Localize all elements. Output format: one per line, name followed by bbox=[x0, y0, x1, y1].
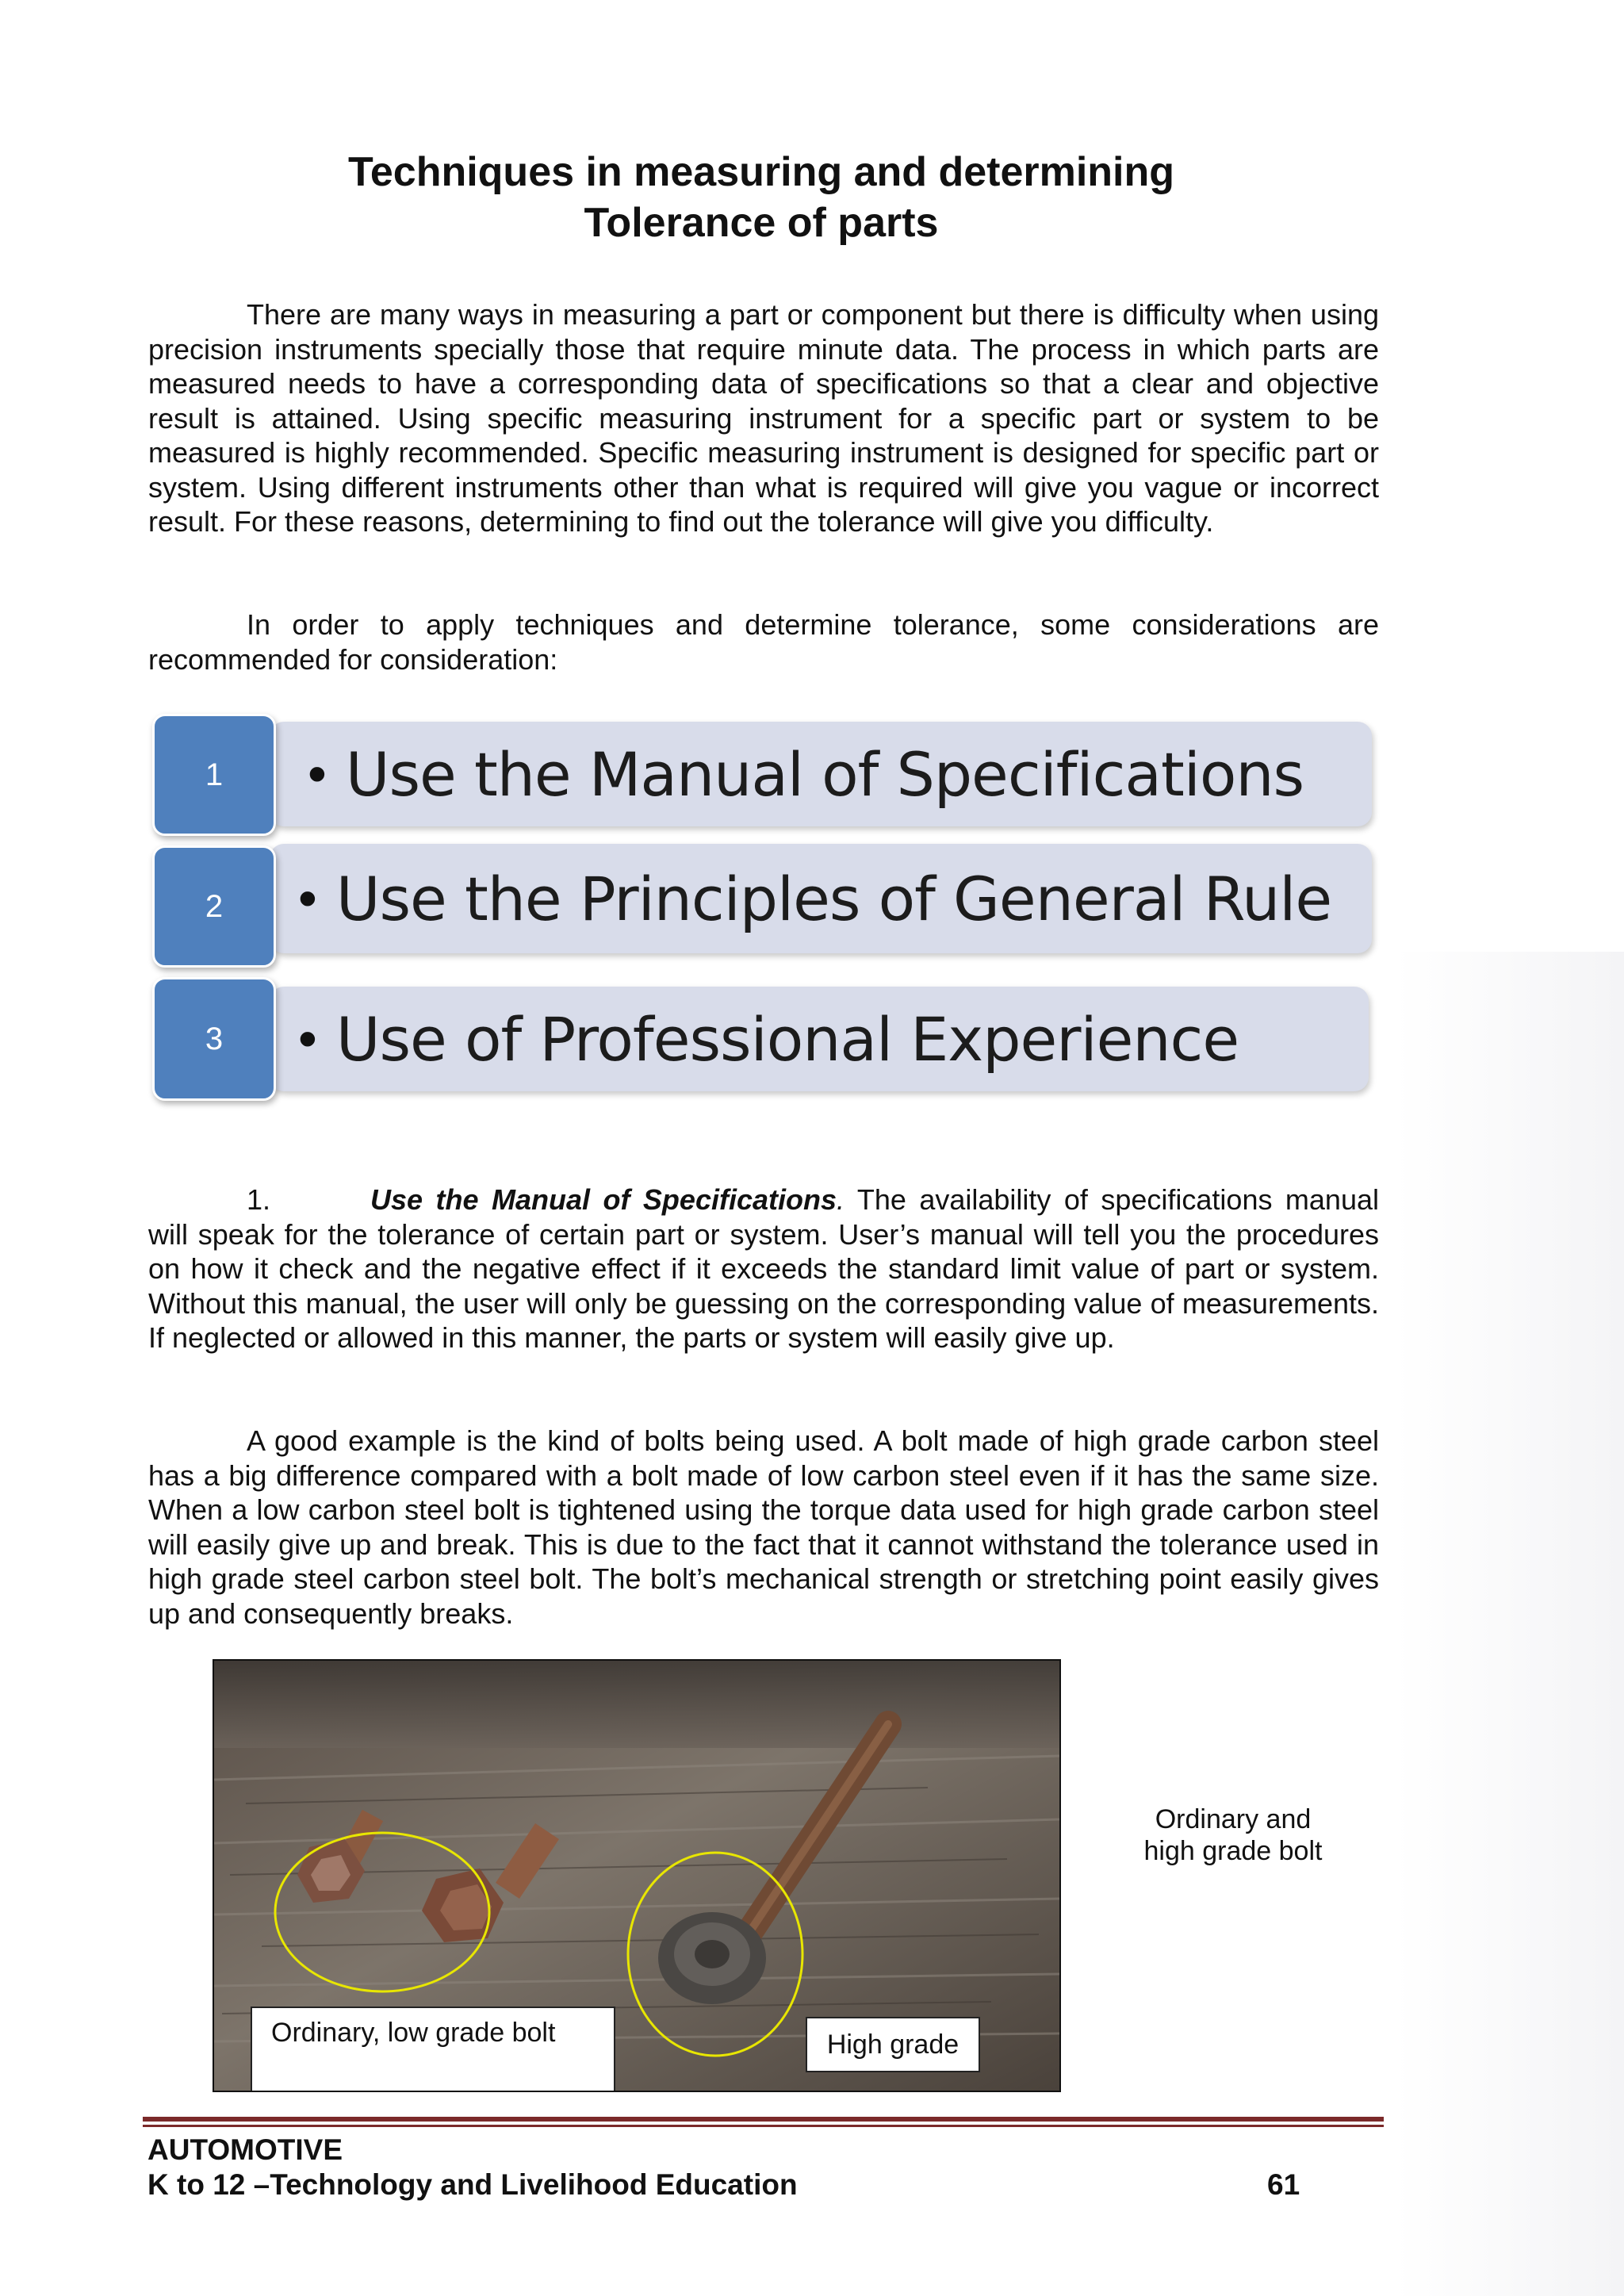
example-paragraph bbox=[148, 1424, 1379, 1631]
consideration-label-3: Use of Professional Experience bbox=[335, 1003, 1239, 1075]
intro-paragraph bbox=[148, 297, 1379, 539]
consideration-label-1: Use the Manual of Specifications bbox=[345, 738, 1304, 810]
footer-program: K to 12 –Technology and Livelihood Education bbox=[147, 2168, 798, 2201]
page-title bbox=[147, 147, 1376, 248]
page-number: 61 bbox=[1267, 2168, 1300, 2201]
considerations-diagram bbox=[151, 712, 1372, 1109]
bolt-photo bbox=[213, 1659, 1061, 2092]
section-1-heading-suffix: . bbox=[837, 1183, 845, 1216]
considerations-paragraph bbox=[148, 608, 1379, 677]
consideration-bar-2 bbox=[270, 844, 1372, 953]
section-1-number: 1. bbox=[247, 1183, 271, 1216]
title-line-2: Tolerance of parts bbox=[584, 200, 939, 246]
figure-caption-line-2: high grade bolt bbox=[1143, 1836, 1323, 1866]
section-1-heading: Use the Manual of Specifications bbox=[370, 1183, 837, 1216]
callout-low-grade-text: Ordinary, low grade bolt bbox=[271, 2018, 556, 2048]
footer-subject: AUTOMOTIVE bbox=[147, 2133, 343, 2166]
section-1-paragraph bbox=[148, 1182, 1379, 1355]
considerations-paragraph-text: In order to apply techniques and determine tolerance, some considerations are recommended for consideration: bbox=[148, 608, 1379, 676]
figure-caption-line-1: Ordinary and bbox=[1155, 1804, 1312, 1834]
consideration-bar-3 bbox=[270, 987, 1369, 1091]
page-edge-shade bbox=[1396, 952, 1624, 2296]
consideration-badge-2 bbox=[152, 845, 276, 968]
footer-rule-thick bbox=[143, 2117, 1384, 2122]
callout-low-grade bbox=[251, 2007, 615, 2092]
consideration-label-2: Use the Principles of General Rule bbox=[335, 863, 1332, 934]
bullet-3: • bbox=[298, 1009, 317, 1069]
callout-high-grade-text: High grade bbox=[826, 2029, 959, 2060]
consideration-bar-1 bbox=[270, 722, 1372, 826]
example-paragraph-text: A good example is the kind of bolts being used. A bolt made of high grade carbon steel has a big difference compared with a bolt made of low carbon steel even if it has the same size. When a low carbon steel bolt is tightened using the torque data used for high grade carbon steel will easily give up and break. This is due to the fact that it cannot withstand the tolerance used in high grade steel carbon steel bolt. The bolt’s mechanical strength or stretching point easily gives up and consequently breaks. bbox=[148, 1424, 1379, 1630]
title-line-1: Techniques in measuring and determining bbox=[347, 149, 1175, 195]
badge-number-3: 3 bbox=[205, 1021, 224, 1056]
badge-number-2: 2 bbox=[205, 888, 224, 924]
figure-caption bbox=[1110, 1803, 1356, 1867]
callout-high-grade bbox=[806, 2017, 980, 2072]
consideration-badge-1 bbox=[152, 714, 276, 836]
section-1-body: The availability of specifications manual will speak for the tolerance of certain part or system. User’s manual will tell you the procedures on how it check and the negative effect if it exceeds the standard limit value of part or system. Without this manual, the user will only be guessing on the corresponding value of measurements. If neglected or allowed in this manner, the parts or system will easily give up. bbox=[148, 1183, 1379, 1354]
footer-rule-thin bbox=[143, 2125, 1384, 2127]
bullet-2: • bbox=[298, 868, 317, 929]
bullet-1: • bbox=[308, 744, 327, 804]
consideration-badge-3 bbox=[152, 977, 276, 1101]
intro-paragraph-text: There are many ways in measuring a part or component but there is difficulty when using precision instruments specially those that require minute data. The process in which parts are measured needs to have a corresponding data of specifications so that a clear and objective result is attained. Using specific measuring instrument for a specific part or system to be measured is highly recommended. Specific measuring instrument is designed for specific part or system. Using different instruments other than what is required will give you vague or incorrect result. For these reasons, determining to find out the tolerance will give you difficulty. bbox=[148, 298, 1379, 538]
badge-number-1: 1 bbox=[205, 757, 224, 792]
